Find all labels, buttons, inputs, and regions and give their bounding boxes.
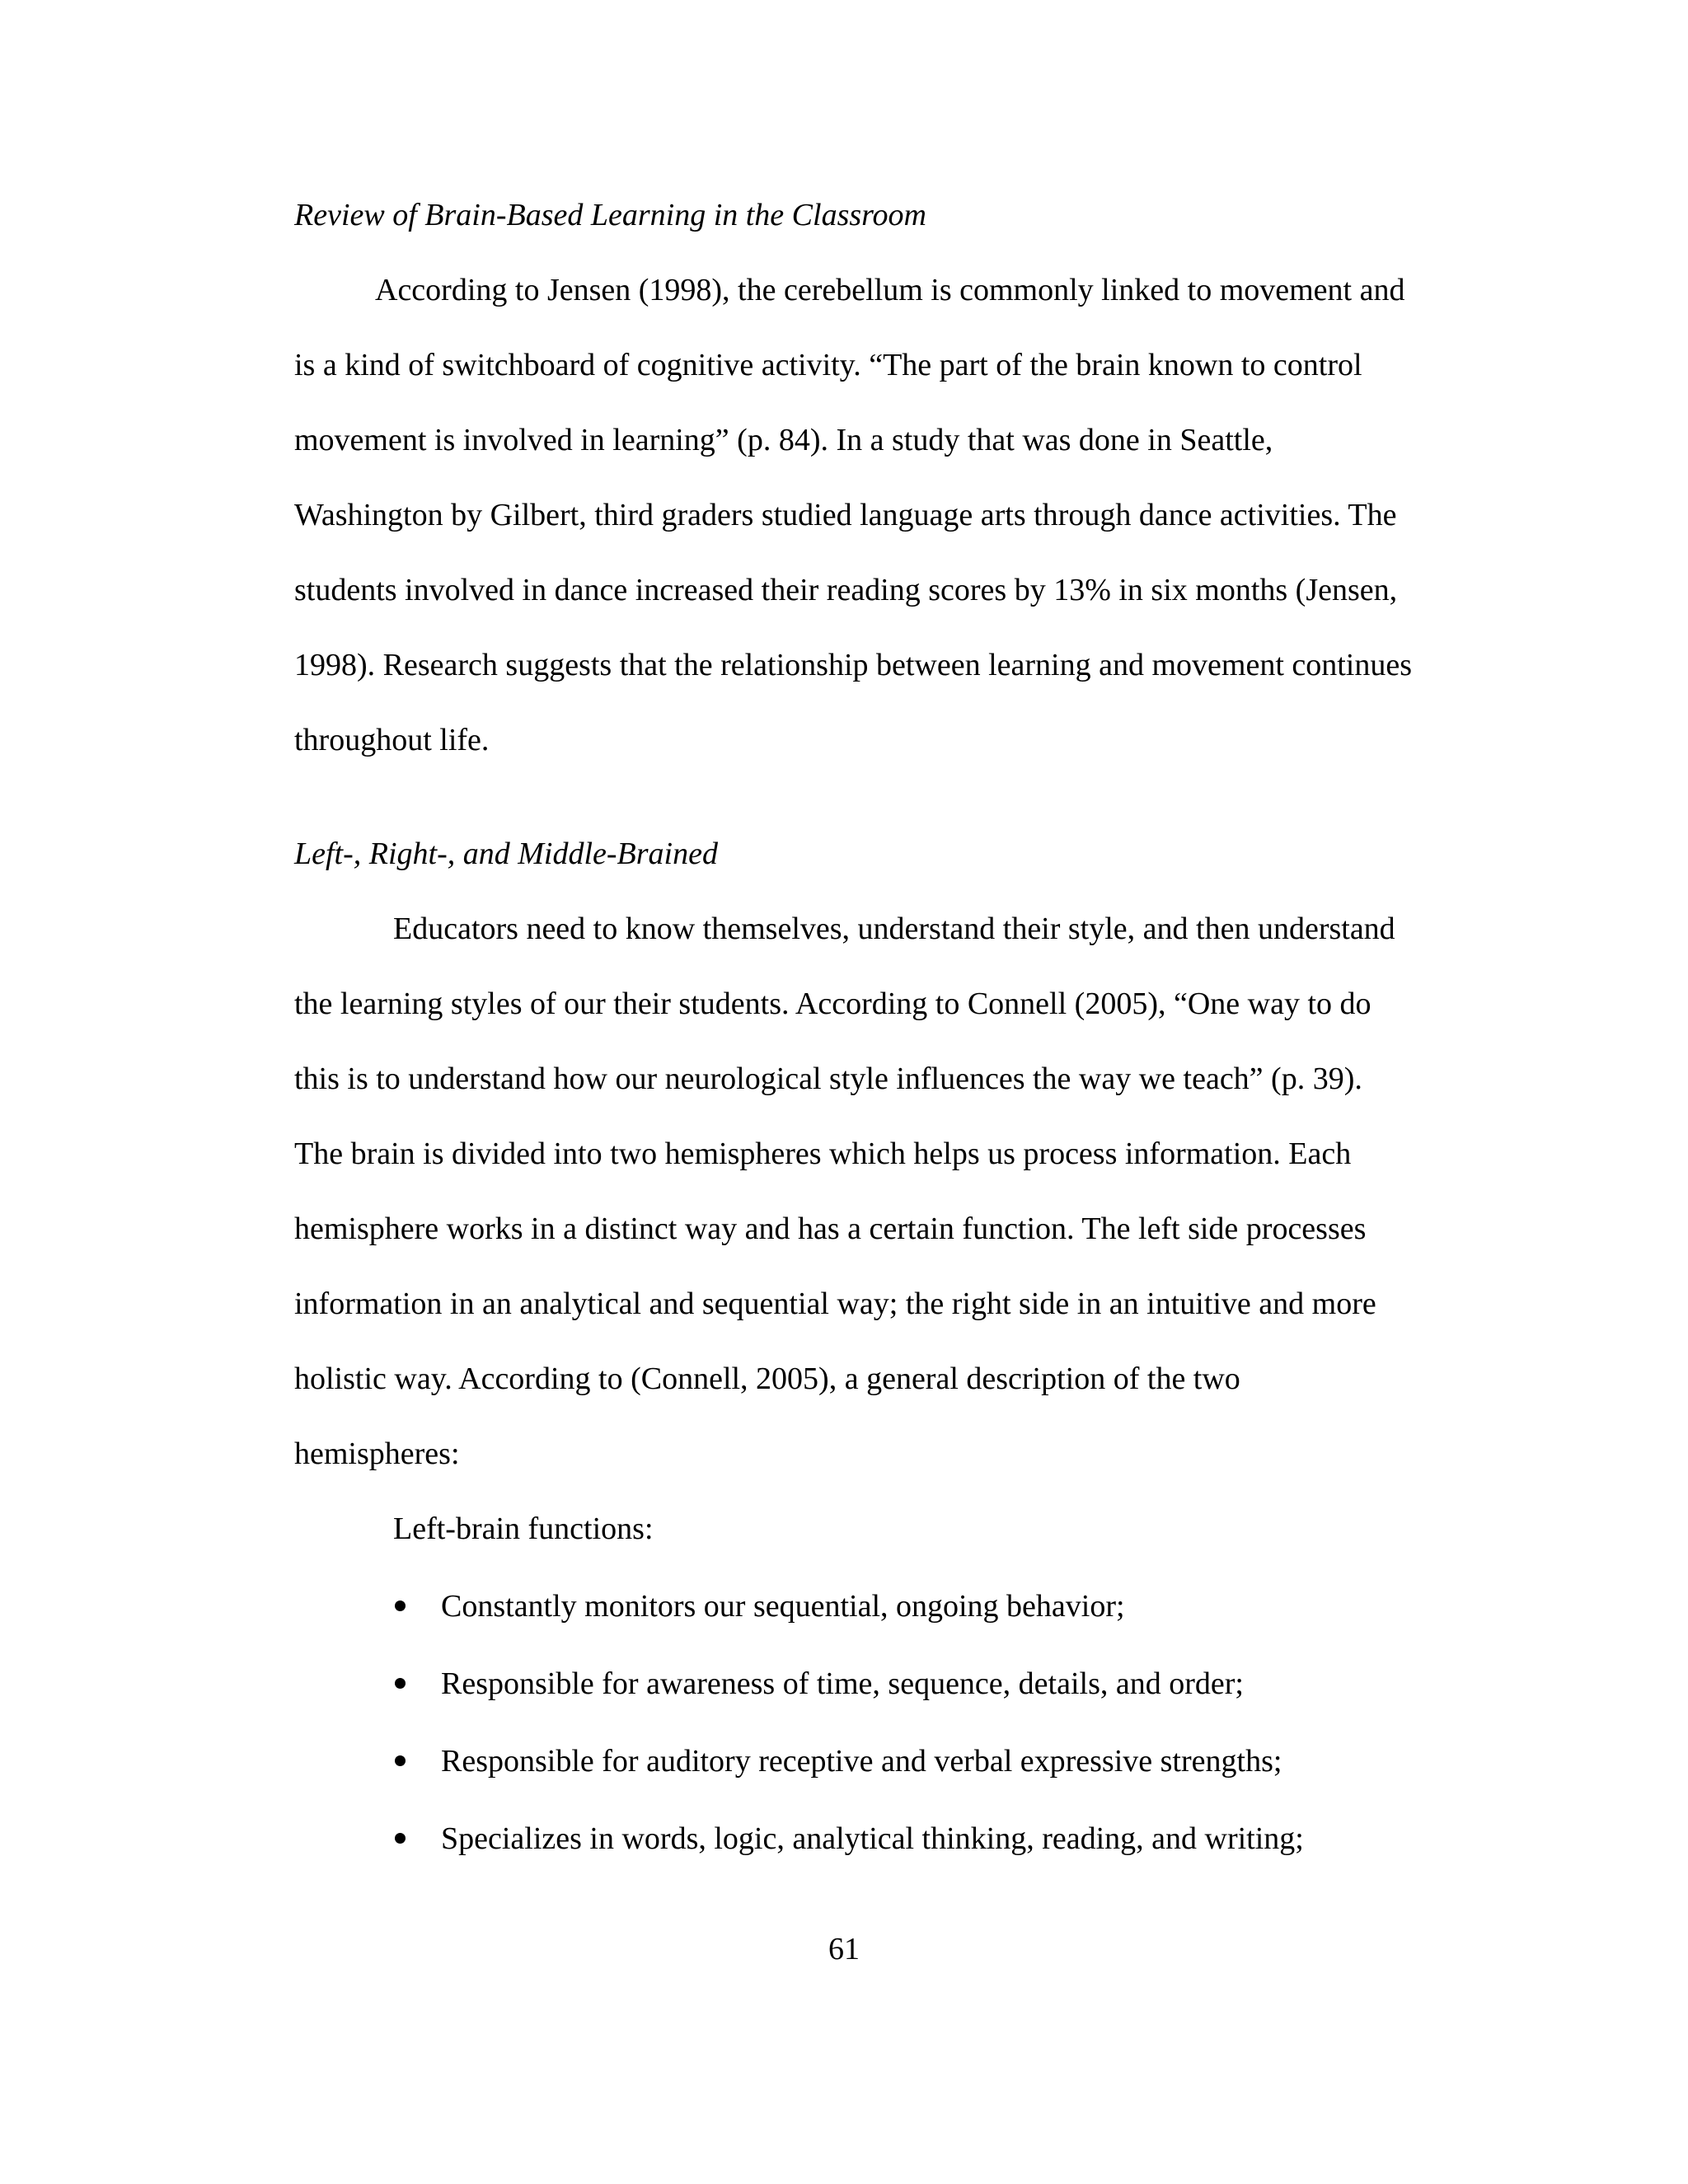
paragraph-line: Washington by Gilbert, third graders studied language arts through dance activities. The — [294, 498, 1397, 532]
section-review-brain-based-learning — [294, 178, 1481, 778]
list-item-text: Responsible for auditory receptive and verbal expressive strengths; — [441, 1744, 1282, 1779]
list-item-text: Specializes in words, logic, analytical thinking, reading, and writing; — [441, 1821, 1304, 1856]
section-left-right-middle-brained — [294, 817, 1481, 1492]
list-item — [393, 1800, 1304, 1877]
list-item-text: Responsible for awareness of time, sequence, details, and order; — [441, 1666, 1244, 1701]
list-item-text: Constantly monitors our sequential, ongoing behavior; — [441, 1589, 1125, 1624]
paragraph-line: hemisphere works in a distinct way and has a certain function. The left side processes — [294, 1212, 1367, 1246]
paragraph-line: holistic way. According to (Connell, 2005), a general description of the two — [294, 1361, 1240, 1396]
paragraph-line: hemispheres: — [294, 1436, 460, 1471]
paragraph-line: Educators need to know themselves, understand their style, and then understand — [393, 912, 1395, 946]
paragraph-line: students involved in dance increased their reading scores by 13% in six months (Jensen, — [294, 573, 1398, 607]
paragraph-line: movement is involved in learning” (p. 84). In a study that was done in Seattle, — [294, 423, 1273, 457]
list-item — [393, 1645, 1304, 1722]
paragraph-line: is a kind of switchboard of cognitive activity. “The part of the brain known to control — [294, 348, 1362, 382]
paragraph-line: information in an analytical and sequential way; the right side in an intuitive and more — [294, 1286, 1376, 1321]
list-item — [393, 1722, 1304, 1800]
list-intro: Left-brain functions: — [393, 1511, 654, 1546]
paragraph-line: this is to understand how our neurological style influences the way we teach” (p. 39). — [294, 1062, 1362, 1096]
paragraph-line: the learning styles of our their students. According to Connell (2005), “One way to do — [294, 987, 1372, 1021]
paragraph-line: 1998). Research suggests that the relationship between learning and movement continues — [294, 648, 1413, 682]
page-number: 61 — [828, 1932, 860, 1966]
paragraph — [294, 892, 1481, 1492]
section-heading: Left-, Right-, and Middle-Brained — [294, 837, 718, 871]
paragraph-line: According to Jensen (1998), the cerebellum is commonly linked to movement and — [375, 273, 1405, 307]
bullet-list — [393, 1568, 1304, 1877]
paragraph-line: The brain is divided into two hemispheres which helps us process information. Each — [294, 1137, 1352, 1171]
section-heading: Review of Brain-Based Learning in the Classroom — [294, 198, 926, 232]
paragraph-line: throughout life. — [294, 723, 490, 757]
paragraph — [294, 253, 1481, 778]
list-item — [393, 1568, 1304, 1645]
